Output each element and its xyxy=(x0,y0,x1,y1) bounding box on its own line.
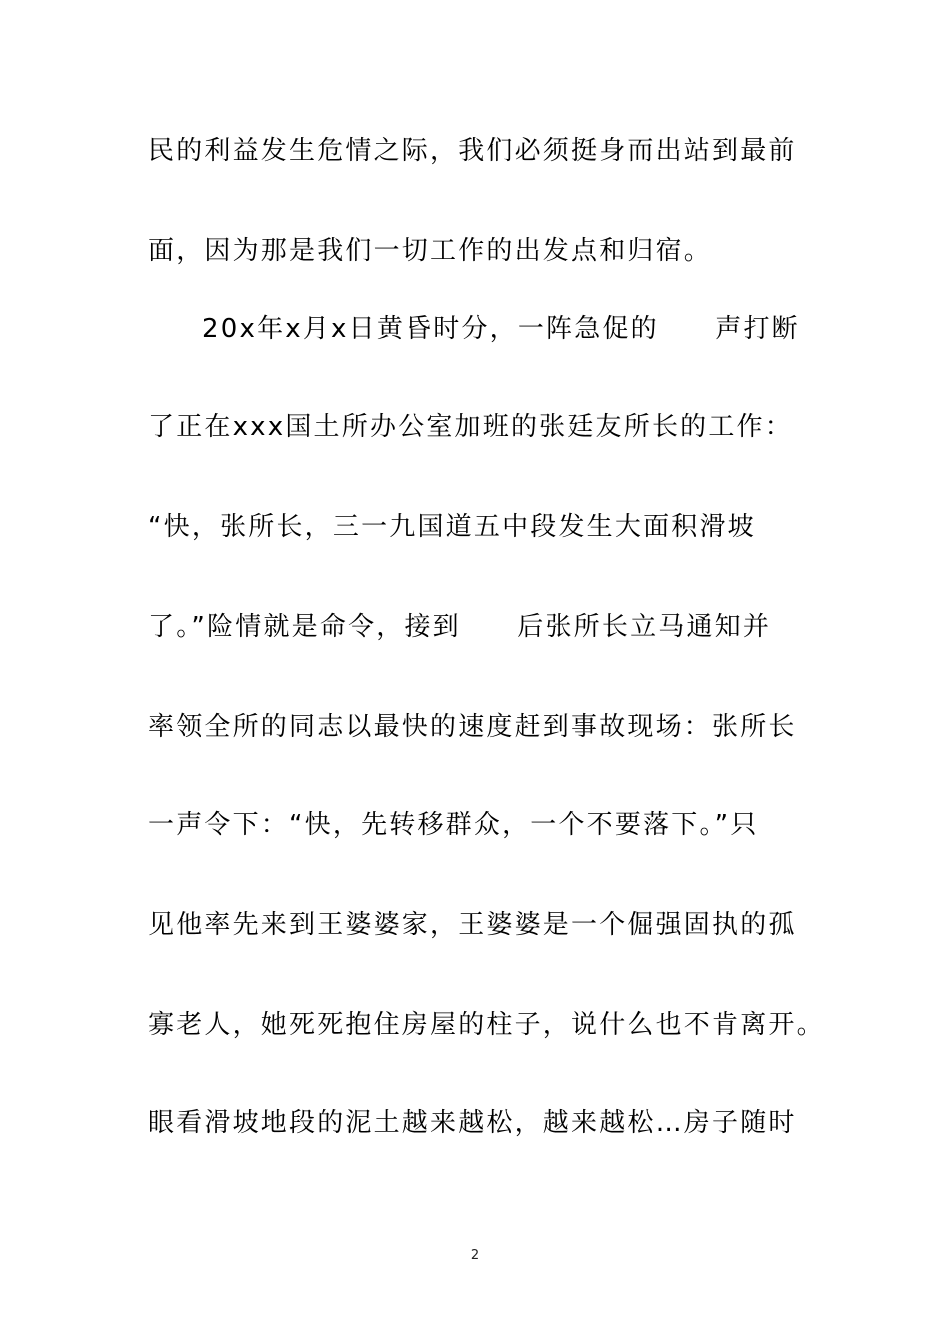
paragraph-line-1: 民的利益发生危情之际，我们必须挺身而出站到最前 xyxy=(148,136,797,166)
paragraph-line-4: 了正在xxx国土所办公室加班的张廷友所长的工作： xyxy=(148,412,793,442)
paragraph-line-5: “快，张所长，三一九国道五中段发生大面积滑坡 xyxy=(148,512,756,542)
paragraph-line-2: 面，因为那是我们一切工作的出发点和归宿。 xyxy=(148,236,713,266)
page-number: 2 xyxy=(470,1248,480,1263)
paragraph-line-11: 眼看滑坡地段的泥土越来越松，越来越松…房子随时 xyxy=(148,1108,797,1138)
paragraph-line-8: 一声令下：“快，先转移群众，一个不要落下。”只 xyxy=(148,810,759,840)
paragraph-line-3: 20x年x月x日黄昏时分，一阵急促的 声打断 xyxy=(202,314,800,344)
paragraph-line-7: 率领全所的同志以最快的速度赶到事故现场：张所长 xyxy=(148,712,797,742)
paragraph-line-6: 了。”险情就是命令，接到 后张所长立马通知并 xyxy=(148,612,772,642)
paragraph-line-9: 见他率先来到王婆婆家，王婆婆是一个倔强固执的孤 xyxy=(148,910,797,940)
paragraph-line-10: 寡老人，她死死抱住房屋的柱子，说什么也不肯离开。 xyxy=(148,1010,825,1040)
